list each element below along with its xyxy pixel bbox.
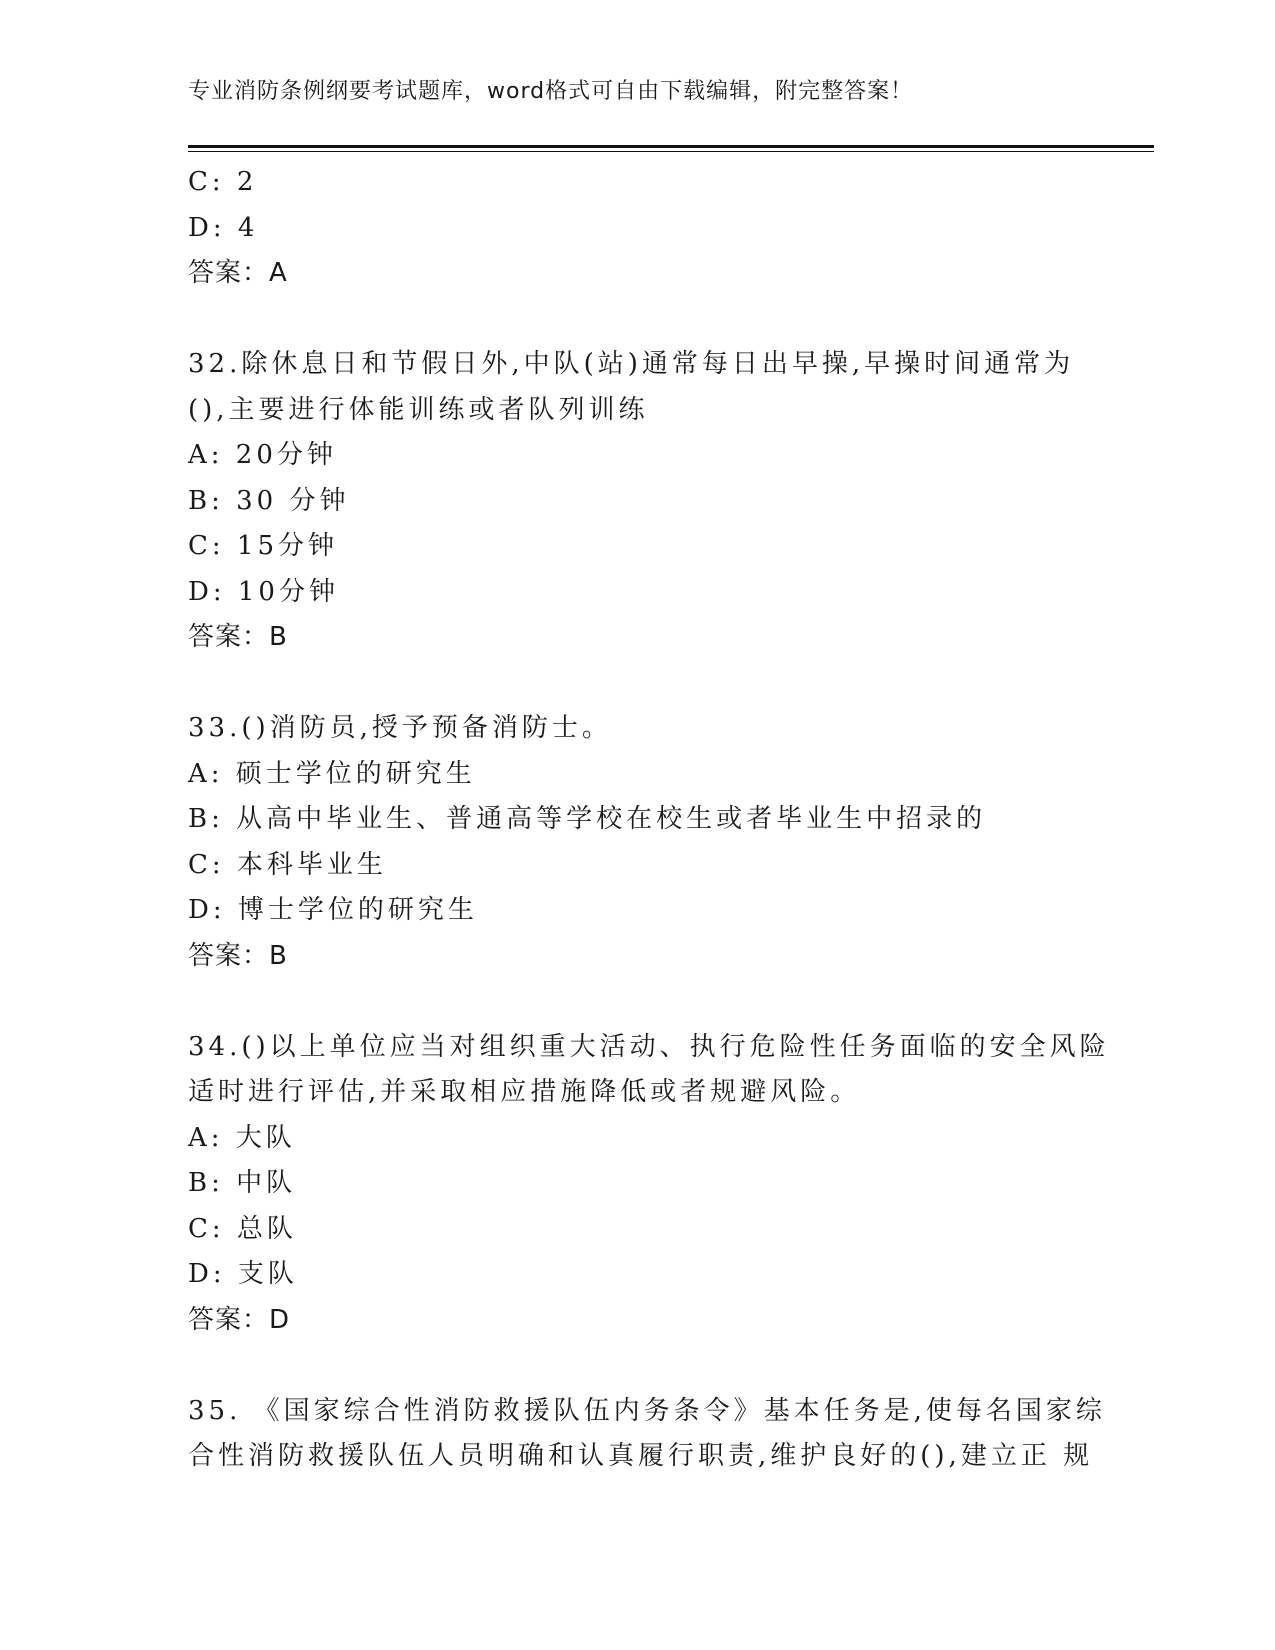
spacer (188, 1343, 1118, 1389)
document-body (188, 160, 1118, 1480)
question-35 (188, 1389, 1118, 1480)
question-stem: 34.()以上单位应当对组织重大活动、执行危险性任务面临的安全风险 (188, 1031, 1110, 1062)
answer-line: 答案：A (188, 258, 288, 288)
question-34 (188, 1025, 1118, 1344)
option-line: D: 支队 (188, 1259, 298, 1289)
question-stem: 33.()消防员,授予预备消防士。 (188, 713, 612, 743)
question-stem: 32.除休息日和节假日外,中队(站)通常每日出早操,早操时间通常为 (188, 349, 1075, 379)
option-line: C: 15分钟 (188, 531, 339, 561)
spacer (188, 297, 1118, 343)
answer-line: 答案：B (188, 622, 288, 652)
header-rule-thick (188, 145, 1154, 148)
spacer (188, 979, 1118, 1025)
option-line: D: 10分钟 (188, 576, 339, 607)
question-32 (188, 342, 1118, 661)
option-line: B: 从高中毕业生、普通高等学校在校生或者毕业生中招录的 (188, 804, 987, 834)
option-line: A: 20分钟 (188, 440, 337, 470)
option-line: D: 4 (188, 212, 259, 243)
option-line: B: 中队 (188, 1168, 297, 1198)
question-33 (188, 706, 1118, 979)
answer-line: 答案：D (188, 1304, 291, 1335)
option-line: A: 大队 (188, 1122, 296, 1153)
question-stem: 35. 《国家综合性消防救援队伍内务条令》基本任务是,使每名国家综 (188, 1395, 1106, 1426)
answer-line: 答案：B (188, 940, 288, 971)
option-line: D: 博士学位的研究生 (188, 895, 478, 925)
option-line: A: 硕士学位的研究生 (188, 758, 476, 789)
option-line: B: 30 分钟 (188, 485, 350, 516)
page-header: 专业消防条例纲要考试题库，word格式可自由下载编辑，附完整答案！ (188, 79, 914, 104)
prev-question-tail (188, 160, 1118, 297)
question-stem: 合性消防救援队伍人员明确和认真履行职责,维护良好的(),建立正 规 (188, 1441, 1094, 1471)
option-line: C: 本科毕业生 (188, 849, 387, 880)
option-line: C: 总队 (188, 1213, 297, 1244)
spacer (188, 661, 1118, 707)
question-stem: (),主要进行体能训练或者队列训练 (188, 394, 649, 425)
question-stem: 适时进行评估,并采取相应措施降低或者规避风险。 (188, 1077, 861, 1107)
header-rule-thin (188, 151, 1154, 152)
option-line: C: 2 (188, 167, 258, 197)
